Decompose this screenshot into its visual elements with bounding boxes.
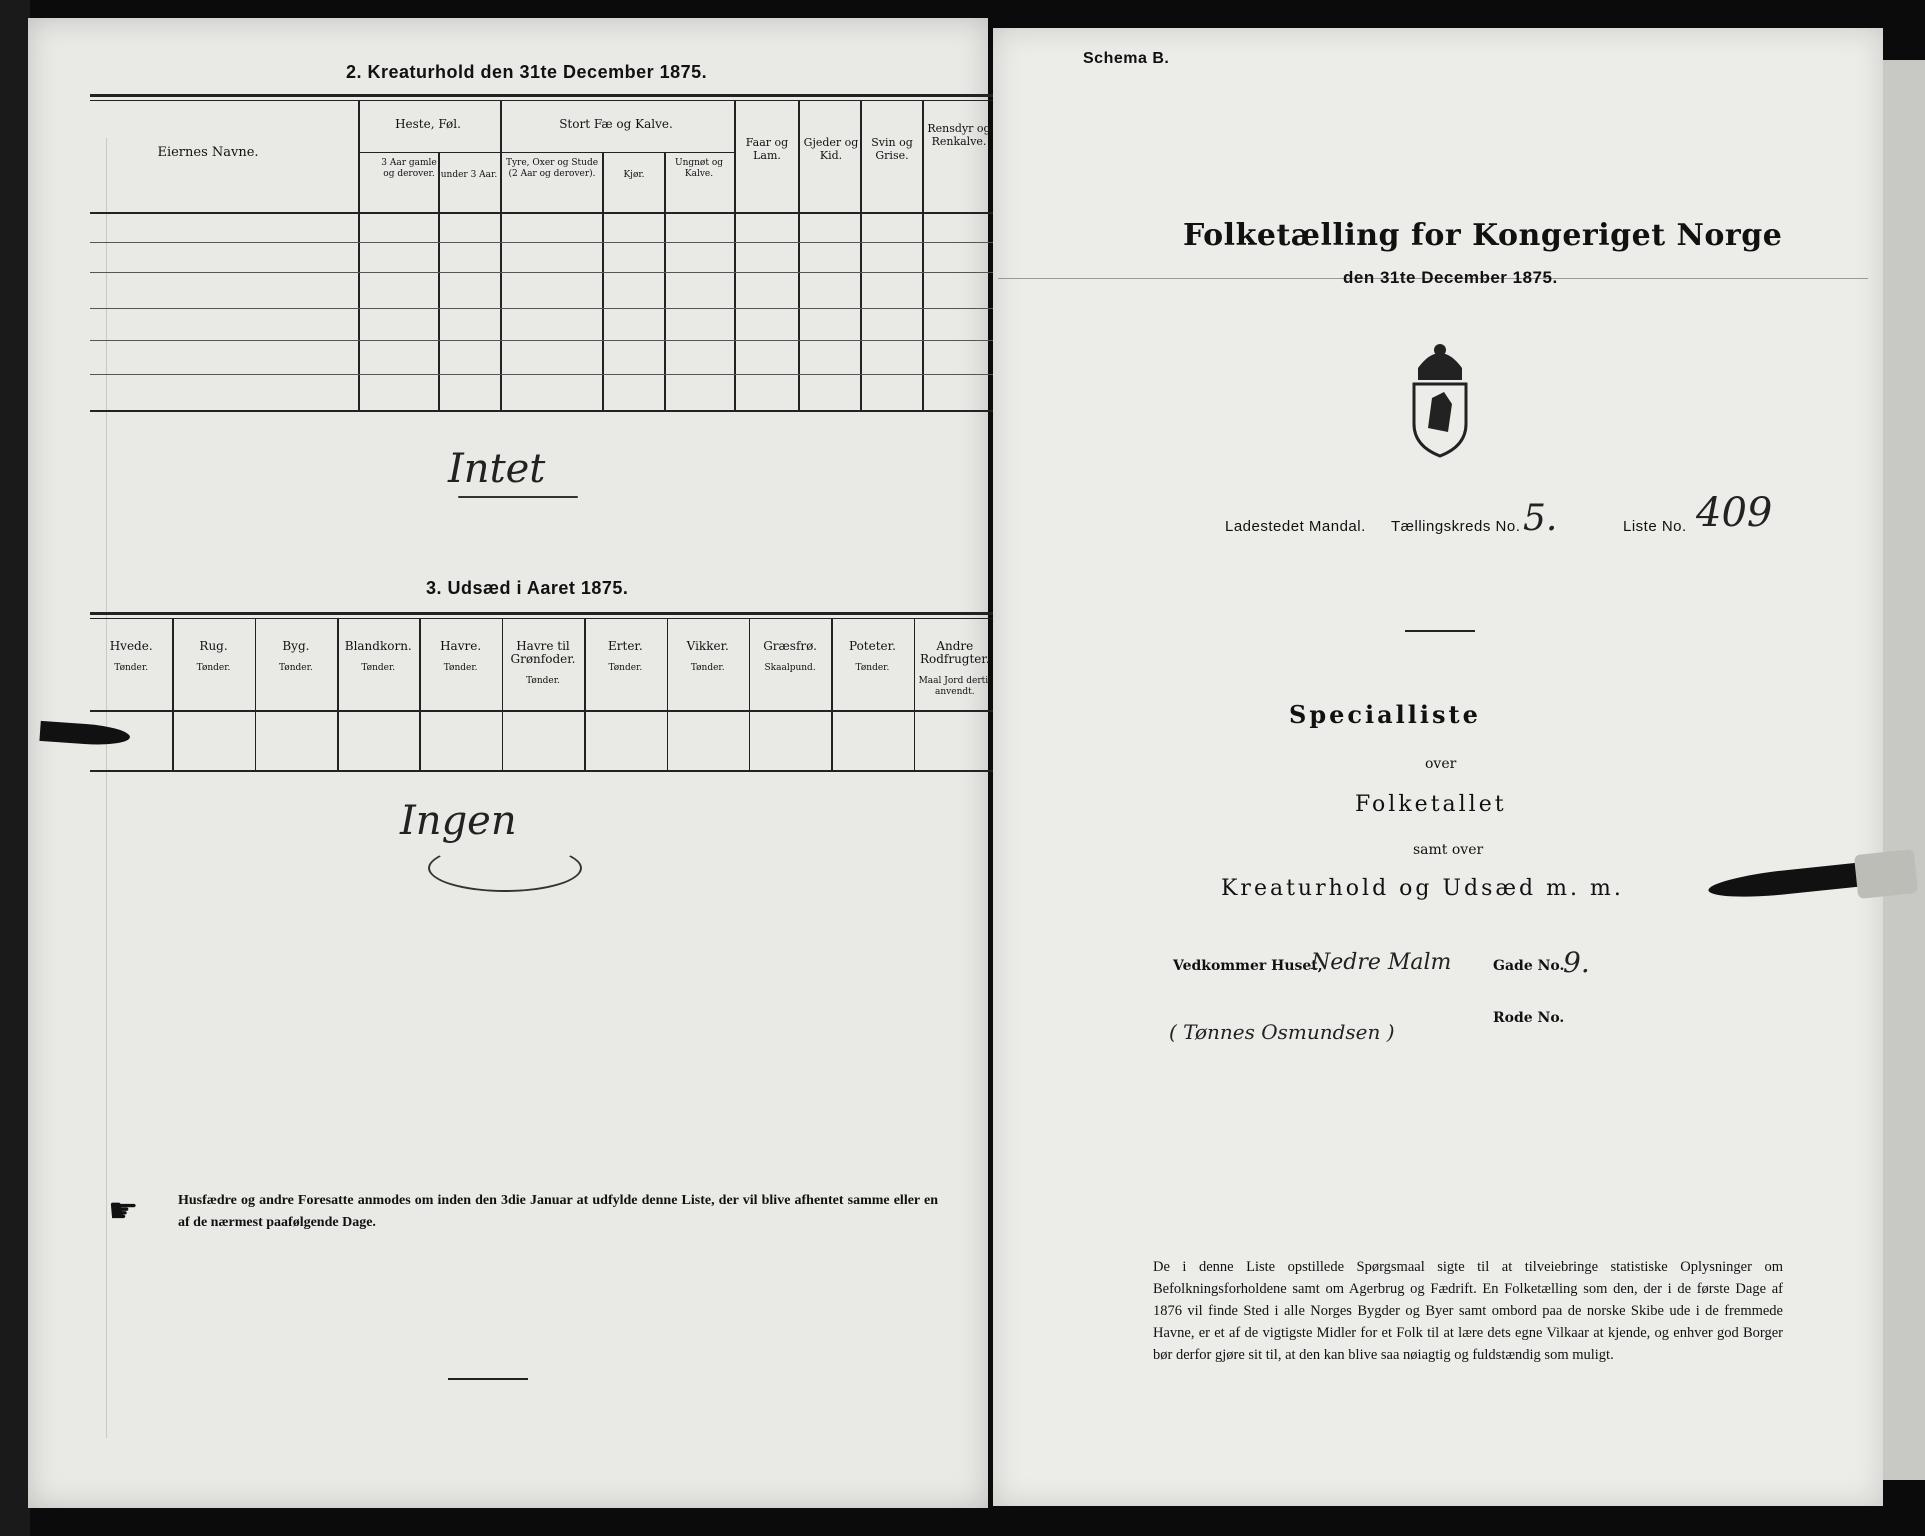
udsaed-column-5	[502, 640, 584, 687]
section3-rule-bottom	[90, 770, 996, 772]
vedkommer-value: Nedre Malm	[1311, 950, 1452, 975]
udsaed-column-name: Havre til Grønfoder.	[510, 639, 576, 666]
grid-v1	[358, 100, 360, 410]
grid-v3	[500, 100, 502, 410]
udsaed-column-2	[255, 640, 337, 674]
coat-of-arms-icon	[1400, 328, 1480, 458]
folketallet-heading: Folketallet	[1355, 792, 1507, 817]
udsaed-column-unit: Tønder.	[114, 663, 149, 673]
grid-v5	[664, 152, 666, 410]
section3-rule-top	[90, 612, 996, 615]
notice-text: Husfædre og andre Foresatte anmodes om inden den 3die Januar at udfylde denne Liste, der vil blive afhentet samme eller en af de nærmest paafølgende Dage.	[178, 1193, 938, 1230]
udsaed-column-0	[90, 640, 172, 674]
liste-value: 409	[1696, 490, 1773, 536]
udsaed-column-7	[667, 640, 749, 674]
udsaed-column-unit: Maal Jord dertil anvendt.	[918, 676, 991, 697]
header-heste: Heste, Føl.	[395, 117, 461, 131]
udsaed-column-unit: Tønder.	[443, 663, 478, 673]
udsaed-column-6	[584, 640, 666, 674]
handwriting-ingen: Ingen	[400, 798, 517, 844]
header-owner: Eiernes Navne.	[157, 145, 259, 160]
udsaed-column-name: Græsfrø.	[763, 639, 817, 653]
udsaed-column-name: Byg.	[282, 639, 310, 653]
handwriting-underline	[458, 496, 578, 498]
main-title: Folketælling for Kongeriget Norge	[1183, 218, 1783, 253]
grid-h-sub	[358, 152, 734, 153]
schema-label: Schema B.	[1083, 50, 1170, 67]
udsaed-column-name: Poteter.	[848, 639, 896, 653]
grid-h-row1	[90, 242, 996, 243]
udsaed-column-name: Erter.	[608, 639, 643, 653]
kreds-label: Tællingskreds No.	[1391, 518, 1521, 535]
gade-value: 9.	[1563, 946, 1590, 979]
header-stort-b: Kjør.	[623, 170, 645, 180]
udsaed-column-divider	[831, 618, 833, 772]
udsaed-column-1	[172, 640, 254, 674]
divider-short	[1405, 630, 1475, 632]
under-sheet-left	[0, 0, 30, 1536]
section3-rule-top2	[90, 618, 996, 619]
udsaed-column-10	[914, 640, 996, 698]
bleed-through-text	[36, 138, 107, 1438]
udsaed-column-unit: Tønder.	[196, 663, 231, 673]
udsaed-column-name: Blandkorn.	[344, 639, 412, 653]
udsaed-column-unit: Tønder.	[526, 676, 560, 686]
header-faar: Faar og Lam.	[745, 136, 789, 162]
under-sheet-right	[1880, 60, 1925, 1480]
grid-v9	[922, 100, 924, 410]
udsaed-column-divider	[584, 618, 586, 772]
udsaed-column-9	[831, 640, 913, 674]
grid-h-row2	[90, 272, 996, 273]
section2-title: 2. Kreaturhold den 31te December 1875.	[346, 62, 708, 82]
header-svin: Svin og Grise.	[871, 136, 913, 162]
udsaed-column-unit: Skaalpund.	[764, 663, 816, 673]
rode-label: Rode No.	[1493, 1010, 1565, 1026]
udsaed-column-unit: Tønder.	[279, 663, 313, 673]
section3-title: 3. Udsæd i Aaret 1875.	[426, 578, 629, 598]
grid-v4	[602, 152, 604, 410]
gade-label: Gade No.	[1493, 958, 1565, 974]
grid-v8	[860, 100, 862, 410]
udsaed-column-divider	[337, 618, 339, 772]
grid-v7	[798, 100, 800, 410]
section3-rule-mid	[90, 710, 996, 712]
header-stort: Stort Fæ og Kalve.	[559, 117, 673, 131]
grid-v2	[438, 152, 440, 410]
header-heste-b: under 3 Aar.	[440, 170, 498, 180]
udsaed-column-name: Havre.	[440, 639, 482, 653]
udsaed-column-divider	[255, 618, 257, 772]
header-gjeder: Gjeder og Kid.	[803, 136, 859, 162]
udsaed-column-divider	[172, 618, 174, 772]
title-date: den 31te December 1875.	[1343, 268, 1558, 287]
grid-h-header	[90, 212, 996, 214]
right-page	[993, 28, 1883, 1506]
handwriting-intet: Intet	[448, 446, 546, 492]
bottom-dash	[448, 1378, 528, 1380]
grid-v6	[734, 100, 736, 410]
udsaed-column-divider	[502, 618, 504, 772]
udsaed-column-unit: Tønder.	[608, 663, 643, 673]
udsaed-column-divider	[419, 618, 421, 772]
section2-rule-top	[90, 94, 996, 97]
udsaed-column-divider	[749, 618, 751, 772]
header-rensdyr: Rensdyr og Renkalve.	[927, 122, 991, 148]
specialliste-heading: Specialliste	[1289, 700, 1481, 729]
kreaturhold-heading: Kreaturhold og Udsæd m. m.	[1221, 876, 1624, 901]
grid-h-row5	[90, 374, 996, 375]
udsaed-column-4	[419, 640, 501, 674]
header-stort-c: Ungnøt og Kalve.	[674, 158, 723, 179]
pen-clip-right-tip	[1854, 849, 1918, 899]
udsaed-column-name: Andre Rodfrugter.	[919, 639, 990, 666]
liste-label: Liste No.	[1623, 518, 1687, 535]
ladested-label: Ladestedet Mandal.	[1225, 518, 1366, 535]
explanation-paragraph: De i denne Liste opstillede Spørgsmaal sigte til at tilveiebringe statistiske Oplysninger om Befolkningsforholdene samt om Agerbrug og Fædrift. En Folketælling som den, der i de første Dage af 1876 vil finde Sted i alle Norges Bygder og Byer samt ombord paa de norske Skibe ude i de fremmede Havne, er et af de vigtigste Midler for et Folk til at lære dets egne Vilkaar at kjende, og enhver god Borger bør derfor gjøre sit til, at den kan blive saa nøiagtig og fuldstændig som muligt.	[1153, 1259, 1783, 1363]
udsaed-column-8	[749, 640, 831, 674]
udsaed-column-divider	[667, 618, 669, 772]
udsaed-column-name: Rug.	[199, 639, 228, 653]
owner-handwritten: ( Tønnes Osmundsen )	[1169, 1020, 1395, 1044]
udsaed-column-3	[337, 640, 419, 674]
udsaed-column-unit: Tønder.	[361, 663, 396, 673]
udsaed-column-unit: Tønder.	[690, 663, 725, 673]
vedkommer-label: Vedkommer Huset,	[1173, 958, 1323, 974]
udsaed-column-unit: Tønder.	[855, 663, 890, 673]
over-text-1: over	[1425, 756, 1457, 772]
grid-h-row3	[90, 308, 996, 309]
header-stort-a: Tyre, Oxer og Stude (2 Aar og derover).	[505, 158, 599, 179]
pointing-hand-icon: ☛	[108, 1191, 139, 1231]
grid-h-row4	[90, 340, 996, 341]
kreds-value: 5.	[1523, 498, 1558, 539]
handwriting-flourish	[428, 844, 582, 892]
udsaed-column-name: Vikker.	[686, 639, 729, 653]
grid-h-bottom	[90, 410, 996, 412]
udsaed-column-name: Hvede.	[109, 639, 153, 653]
samt-over-text: samt over	[1413, 842, 1484, 858]
left-page	[28, 18, 991, 1508]
header-heste-a: 3 Aar gamle og derover.	[381, 158, 437, 179]
udsaed-column-divider	[914, 618, 916, 772]
